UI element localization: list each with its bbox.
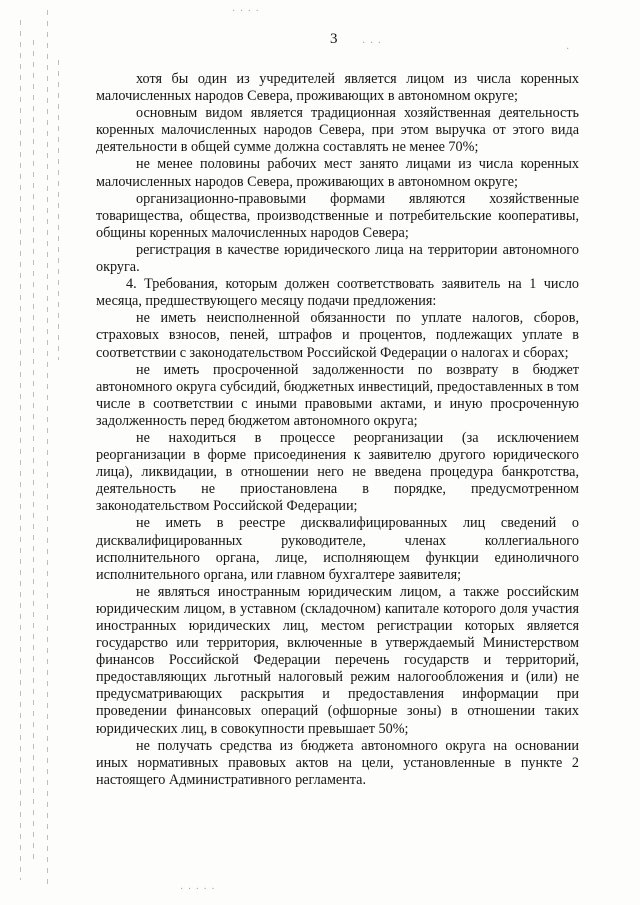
paragraph-no-other-funding: не получать средства из бюджета автономного округа на основании иных нормативных правовых актов на цели, установленные в пункте 2 настоящего Административного регламента.: [96, 737, 579, 788]
document-body: [96, 71, 579, 789]
paragraph-no-tax-debt: не иметь неисполненной обязанности по уплате налогов, сборов, страховых взносов, пеней, штрафов и процентов, подлежащих уплате в соответствии с законодательством Российской Федерации о налогах и сборах;: [96, 310, 579, 361]
paragraph-no-reorganization: не находиться в процессе реорганизации (за исключением реорганизации в форме присоединения к заявителю другого юридического лица), ликвидации, в отношении него не введена процедура банкротства, деятельность не приостановлена в порядке, предусмотренном законодательством Российской Федерации;: [96, 429, 579, 515]
paragraph-founder-requirement: хотя бы один из учредителей является лицом из числа коренных малочисленных народов Севера, проживающих в автономном округе;: [96, 71, 579, 105]
scan-noise-corner: ·: [566, 44, 571, 55]
paragraph-no-disqualified: не иметь в реестре дисквалифицированных лиц сведений о дисквалифицированных руководителе, членах коллегиального исполнительного органа, лице, исполняющем функции единоличного исполнительного органа, или главном бухгалтере заявителя;: [96, 515, 579, 583]
paragraph-registration: регистрация в качестве юридического лица на территории автономного округа.: [96, 241, 579, 276]
paragraph-not-foreign-entity: не являться иностранным юридическим лицом, а также российским юридическим лицом, в уставном (складочном) капитале которого доля участия иностранных юридических лиц, местом регистрации которых является государство или территория, включенные в утверждаемый Министерством финансов Российской Федерации перечень государств и территорий, предоставляющих льготный налоговый режим налогообложения и (или) не предусматривающих раскрытия и предоставления информации при проведении финансовых операций (офшорные зоны) в отношении таких юридических лиц, в совокупности превышает 50%;: [96, 583, 579, 737]
paragraph-no-overdue-debt: не иметь просроченной задолженности по возврату в бюджет автономного округа субсидий, бюджетных инвестиций, предоставленных в том числе в соответствии с иными правовыми актами, и иную просроченную задолженность перед бюджетом автономного округа;: [96, 361, 579, 429]
paragraph-applicant-requirements-heading: 4. Требования, которым должен соответствовать заявитель на 1 число месяца, предшествующего месяцу подачи предложения:: [96, 276, 579, 310]
binding-edge-marks: [0, 0, 62, 905]
page-number: 3: [330, 31, 338, 47]
scan-noise-top-right: · · ·: [362, 38, 382, 49]
scan-noise-top: · · · ·: [232, 6, 260, 17]
paragraph-main-activity: основным видом является традиционная хозяйственная деятельность коренных малочисленных народов Севера, при этом выручка от этого вида деятельности в общей сумме должна составлять не менее 70%;: [96, 105, 579, 156]
scan-noise-bottom: · · · · ·: [180, 884, 216, 895]
paragraph-workplaces: не менее половины рабочих мест занято лицами из числа коренных малочисленных народов Севера, проживающих в автономном округе;: [96, 156, 579, 190]
paragraph-legal-forms: организационно-правовыми формами являются хозяйственные товарищества, общества, производственные и потребительские кооперативы, общины коренных малочисленных народов Севера;: [96, 190, 579, 241]
